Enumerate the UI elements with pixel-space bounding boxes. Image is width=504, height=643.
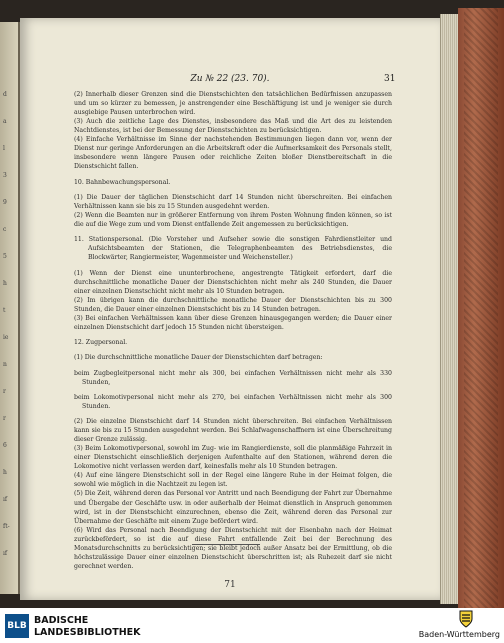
document-page (20, 18, 440, 600)
paragraph: (1) Die durchschnittliche monatliche Dauer der Dienstschichten darf betragen: (74, 354, 323, 362)
sheet-number: 71 (224, 580, 236, 590)
paragraph: (1) Die Dauer der täglichen Dienstschicht darf 14 Stunden nicht überschreiten. Bei einfachen Verhältnissen kann sie bis zu 15 Stunden ausgedehnt werden. (74, 193, 392, 210)
section-heading: 10. Bahnbewachungspersonal. (74, 178, 171, 186)
paragraph: (2) Wenn die Beamten nur in größerer Entfernung von ihrem Posten Wohnung finden können, so ist die auf die Wege zum und vom Dienst entfallende Zeit angemessen zu berücksichtigen. (74, 211, 392, 228)
paragraph: (3) Auch die zeitliche Lage des Dienstes, insbesondere das Maß und die Art des zu leistenden Nachtdienstes, ist bei der Bemessung der Dienstschichten zu berücksichtigen. (74, 118, 392, 135)
section-heading: 11. Stationspersonal. (Die Vorsteher und Aufseher sowie die sonstigen Fahrdienstleiter und Aufsichtsbeamten der Stationen, die Telegraphenbeamten des Betriebsdienstes, die Blockwärter, Rangiermeister, Wagenmeister und Weichensteller.) (74, 236, 392, 262)
paragraph: (6) Wird das Personal nach Beendigung der Dienstschicht mit der Eisenbahn nach der Heimat zurückbefördert, so ist die auf diese Fahrt entfallende Zeit bei der Berechnung des Monatsdurchschnitts zu berücksichtigen; sie bleibt jedoch außer Ansatz bei der Ermittlung, ob die höchstzulässige Dauer einer einzelnen Dienstschicht überschritten ist; als Ruhezeit darf sie nicht gerechnet werden. (74, 526, 392, 570)
blb-logo (5, 614, 29, 638)
library-name-line1: BADISCHE (34, 615, 89, 626)
left-page-fragment: t (3, 307, 6, 314)
paragraph: (1) Wenn der Dienst eine ununterbrochene, angestrengte Tätigkeit erfordert, darf die durchschnittliche monatliche Dauer der Dienstschichten nicht mehr als 240 Stunden, die Dauer einer einzelnen Dienstschicht nicht mehr als 10 Stunden betragen. (74, 269, 392, 295)
left-page-edge (0, 22, 20, 594)
left-page-fragment: a (3, 118, 7, 125)
paragraph: (3) Bei einfachen Verhältnissen kann über diese Grenzen hinausgegangen werden; die Dauer einer einzelnen Dienstschicht darf jedoch 15 Stunden nicht übersteigen. (74, 314, 392, 331)
header-title: Zu № 22 (23. 70). (190, 74, 270, 84)
region-label: Baden-Württemberg (418, 630, 500, 639)
body-text (74, 90, 392, 571)
left-page-fragment: ft- (3, 523, 10, 530)
paragraph: (2) Die einzelne Dienstschicht darf 14 Stunden nicht überschreiten. Bei einfachen Verhältnissen kann sie bis zu 15 Stunden ausgedehnt werden. Bei Schlafwagenschaffnern ist eine Überschreitung dieser Grenze zulässig. (74, 418, 392, 444)
left-page-fragment: 6 (3, 442, 7, 449)
paragraph: (4) Auf eine längere Dienstschicht soll in der Regel eine längere Ruhe in der Heimat folgen, die sowohl wie möglich in die Nachtzeit zu legen ist. (74, 472, 392, 489)
section-heading: 12. Zugpersonal. (74, 339, 128, 347)
left-page-fragment: 9 (3, 199, 7, 206)
paragraph: beim Zugbegleitpersonal nicht mehr als 300, bei einfachen Verhältnissen nicht mehr als 330 Stunden, (74, 369, 392, 386)
library-name-line2: LANDESBIBLIOTHEK (34, 627, 141, 638)
left-page-fragment: n (3, 361, 7, 368)
paragraph: (3) Beim Lokomotivpersonal, sowohl im Zug- wie im Rangierdienste, soll die planmäßige Fahrzeit in einer Dienstschicht einschließlich derjenigen Aufenthalte auf den Stationen, während deren die Lokomotive nicht verlassen werden darf, keinesfalls mehr als 10 Stunden betragen. (74, 445, 392, 471)
left-page-fragment: ıf (3, 496, 8, 503)
coat-of-arms-icon (458, 610, 474, 628)
left-page-fragment: d (3, 91, 7, 98)
page-stack-edge (440, 14, 459, 604)
left-page-fragment: h (3, 280, 7, 287)
left-page-fragment: r (3, 388, 6, 395)
paragraph: (2) Innerhalb dieser Grenzen sind die Dienstschichten den tatsächlichen Bedürfnissen anzupassen und um so kürzer zu bemessen, je anstrengender eine Beschäftigung ist und je weniger sie durch ausgiebige Pausen unterbrochen wird. (74, 91, 392, 117)
left-page-fragment: ıf (3, 550, 8, 557)
left-page-fragment: 5 (3, 253, 7, 260)
left-page-fragment: 3 (3, 172, 7, 179)
section-divider (192, 544, 260, 545)
page-number: 31 (384, 74, 396, 84)
left-page-fragment: r (3, 415, 6, 422)
blb-logo-text: BLB (7, 621, 27, 631)
paragraph: (5) Die Zeit, während deren das Personal vor Antritt und nach Beendigung der Fahrt zur Übernahme und Übergabe der Geschäfte usw. in oder außerhalb der Heimat dienstlich in Anspruch genommen wird, ist in der Dienstschicht einzurechnen, ebenso die Zeit, während deren das Personal zur Übernahme der Geschäfte mit einem Zuge befördert wird. (74, 490, 392, 525)
left-page-fragment: h (3, 469, 7, 476)
left-page-fragment: c (3, 226, 7, 233)
book-cover-edge (458, 8, 504, 608)
library-name (34, 615, 141, 639)
paragraph: (2) Im übrigen kann die durchschnittliche monatliche Dauer der Dienstschichten bis zu 300 Stunden, die Dauer einer einzelnen Dienstschicht bis zu 14 Stunden betragen. (74, 296, 392, 313)
left-page-fragment: l (3, 145, 5, 152)
paragraph: beim Lokomotivpersonal nicht mehr als 270, bei einfachen Verhältnissen nicht mehr als 300 Stunden. (74, 393, 392, 410)
left-page-fragment: ie (3, 334, 9, 341)
library-footer (0, 608, 504, 643)
paragraph: (4) Einfache Verhältnisse im Sinne der nachstehenden Bestimmungen liegen dann vor, wenn der Dienst nur geringe Anforderungen an die Arbeitskraft oder die Aufmerksamkeit des Personals stellt, insbesondere wenn längere Pausen oder reichliche Zeiten bloßer Dienstbereitschaft in die Dienstschicht fallen. (74, 136, 392, 171)
